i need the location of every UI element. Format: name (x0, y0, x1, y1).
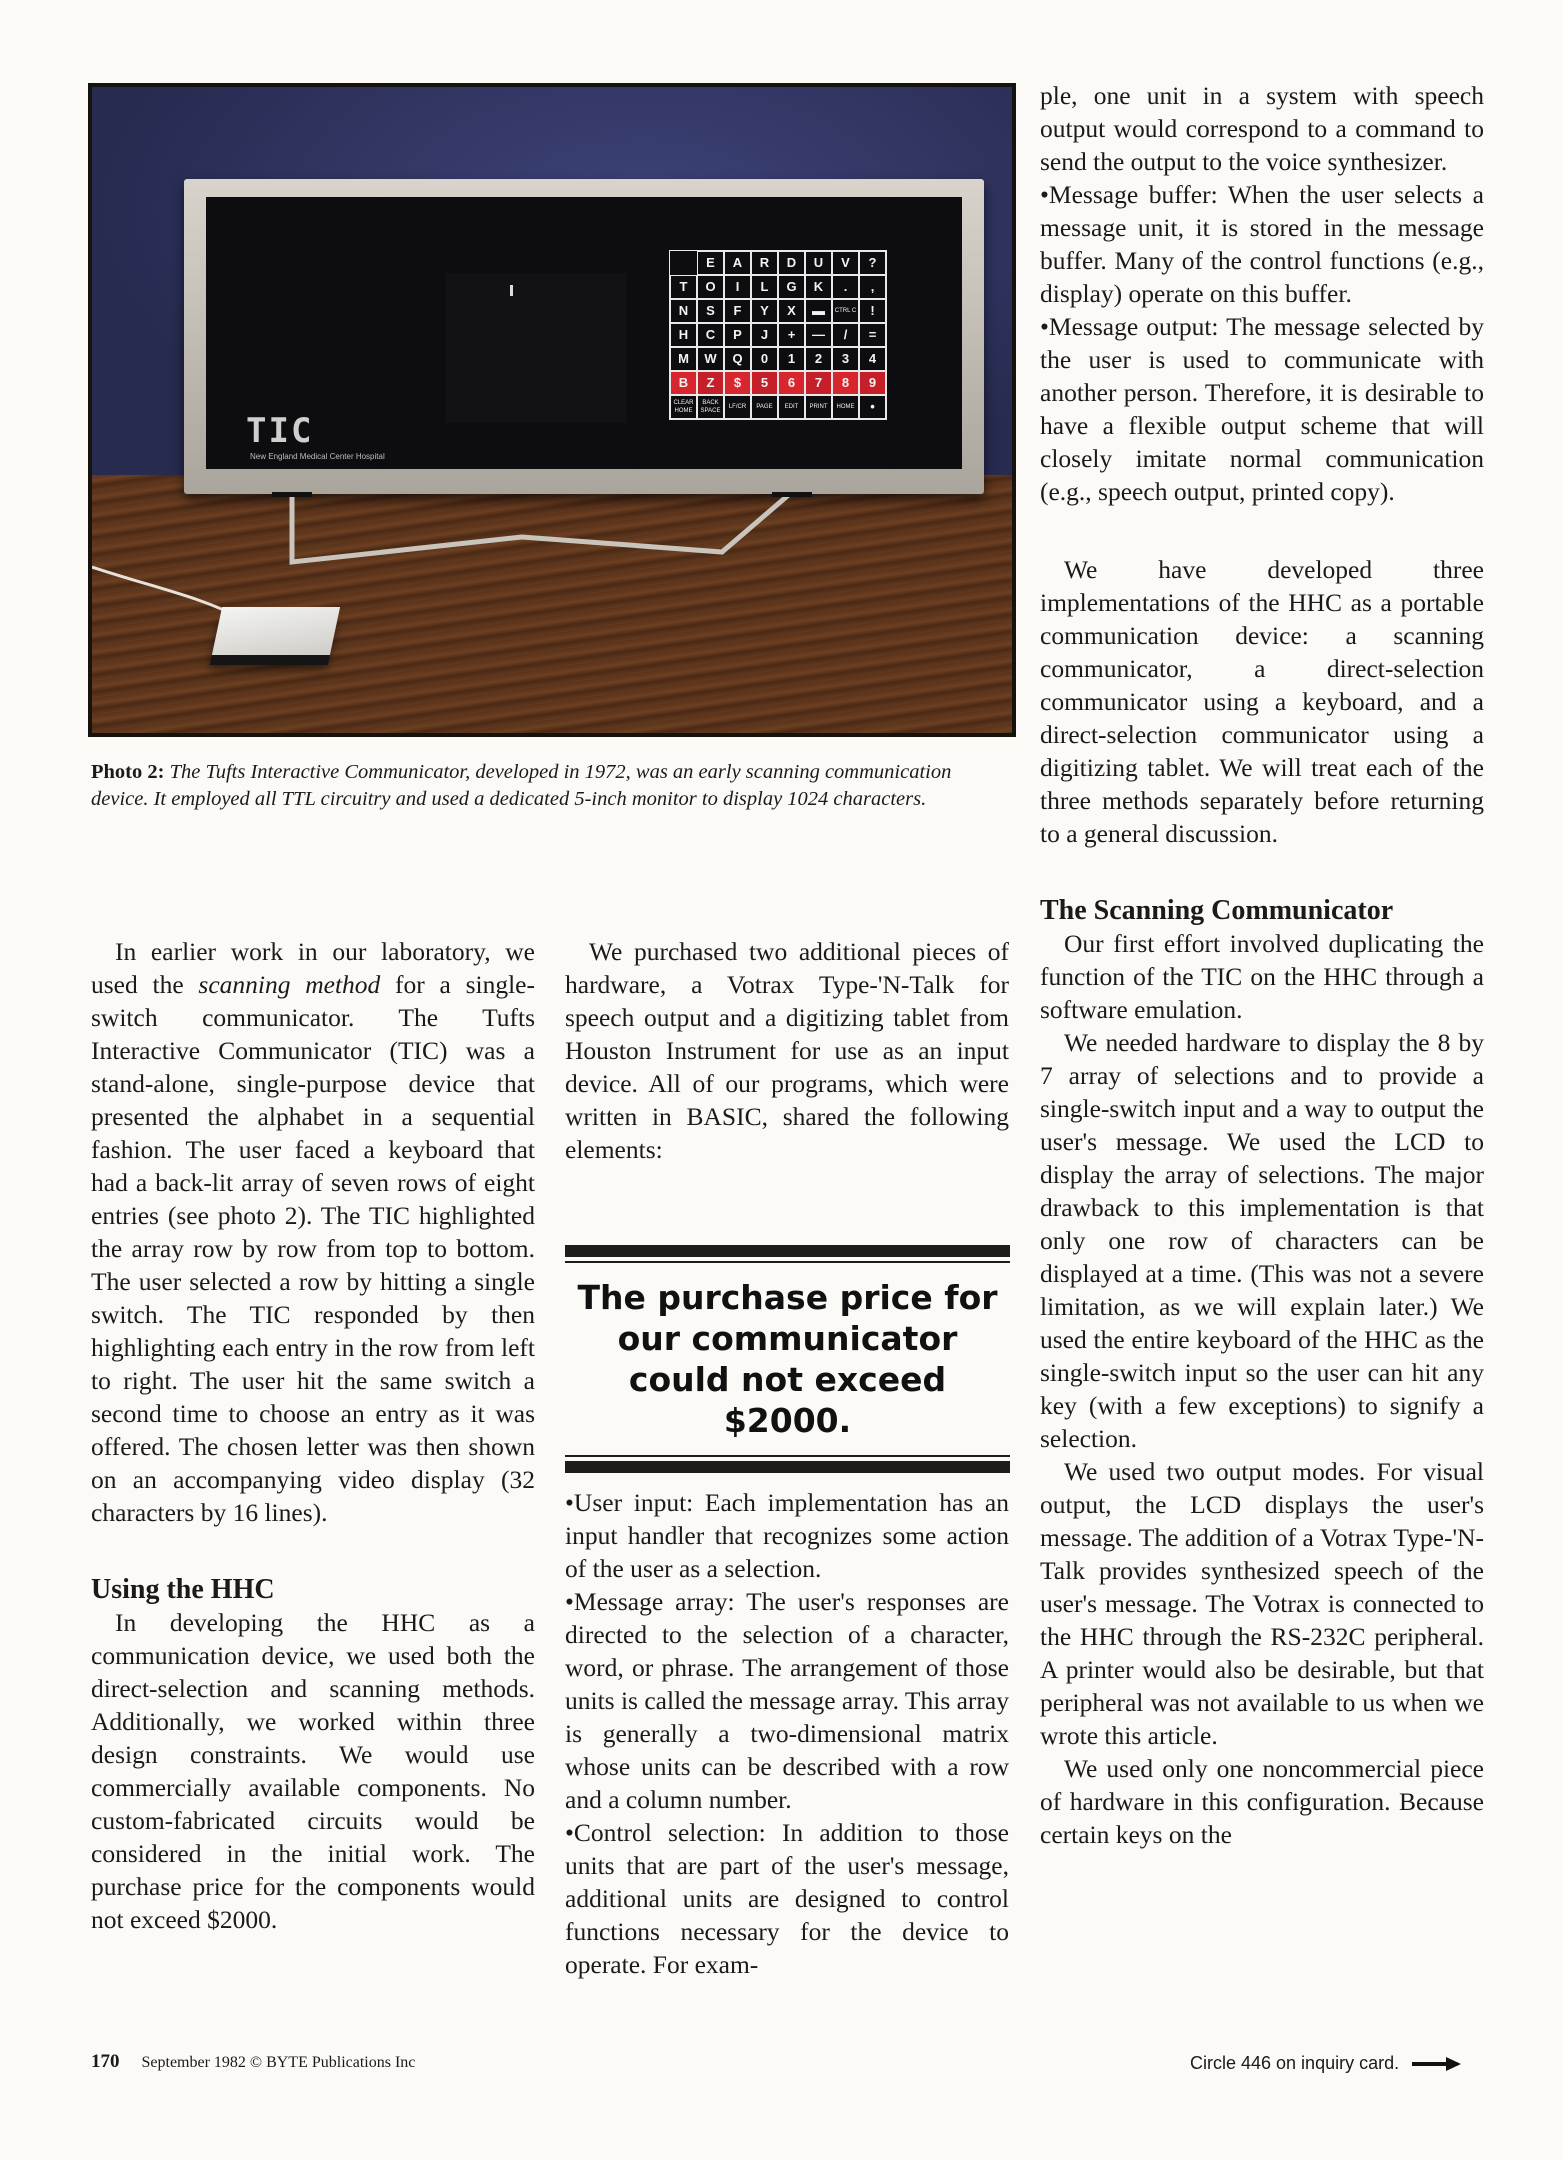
page-number: 170 (91, 2051, 120, 2072)
tic-key: 3 (832, 347, 859, 371)
tic-key: , (859, 275, 886, 299)
tic-key: 6 (778, 371, 805, 395)
tic-key: 8 (832, 371, 859, 395)
tic-key: N (670, 299, 697, 323)
tic-key: 9 (859, 371, 886, 395)
tic-key: T (670, 275, 697, 299)
tic-key: E (697, 251, 724, 275)
tic-key: PAGE (751, 395, 778, 419)
tic-key: 2 (805, 347, 832, 371)
tic-sublabel: New England Medical Center Hospital (250, 452, 385, 461)
tic-key: LF/CR (724, 395, 751, 419)
column-2 (565, 935, 1009, 1166)
emphasis-scanning-method: scanning method (198, 970, 381, 999)
tic-key: V (832, 251, 859, 275)
paragraph-noncommercial-hardware: We used only one noncommercial piece of hardware in this configuration. Because certain keys on the (1040, 1754, 1484, 1849)
tic-key: Z (697, 371, 724, 395)
paragraph-three-implementations: We have developed three implementations of the HHC as a portable communication device: a scanning communicator, a direct-selection communicator using a keyboard, and a direct-selection communicator using a digitizing tablet. We will treat each of the three methods separately before returning to a general discussion. (1040, 555, 1484, 848)
tic-key: R (751, 251, 778, 275)
tic-key: HOME (832, 395, 859, 419)
tic-front-panel (206, 197, 962, 469)
arrow-right-icon (1412, 2056, 1462, 2072)
cursor-mark (510, 285, 513, 296)
heading-using-the-hhc: Using the HHC (91, 1574, 275, 1605)
tic-key: BACK SPACE (697, 395, 724, 419)
paragraph-display-hardware: We needed hardware to display the 8 by 7 array of selections and to provide a single-switch input and a way to output the user's message. We used the LCD to display the array of selections. The major drawback to this implementation is that only one row of characters can be displayed at a time. (This was not a severe limitation, as we will explain later.) We used the entire keyboard of the HHC as the single-switch input so the user can hit any key (with a few exceptions) to signify a selection. (1040, 1028, 1484, 1453)
heading-scanning-communicator: The Scanning Communicator (1040, 895, 1394, 926)
bullet-user-input: •User input: Each implementation has an input handler that recognizes some action of the user as a selection. (565, 1488, 1009, 1583)
text-run: In earlier work in our laboratory, we used the (91, 937, 535, 999)
tic-key: + (778, 323, 805, 347)
paragraph-design-constraints: In developing the HHC as a communication device, we used both the direct-selection and scanning methods. Additionally, we worked within three design constraints. We would use commercially available components. No custom-fabricated circuits would be considered in the initial work. The purchase price for the components would not exceed $2000. (91, 1608, 535, 1934)
tic-key: O (697, 275, 724, 299)
tic-key: H (670, 323, 697, 347)
tic-key: / (832, 323, 859, 347)
tic-display-screen (446, 273, 626, 423)
inquiry-text: Circle 446 on inquiry card. (1190, 2053, 1400, 2073)
paragraph-continued: ple, one unit in a system with speech output would correspond to a command to send the output to the voice synthesizer. (1040, 81, 1484, 176)
tic-key: ▬ (805, 299, 832, 323)
pull-quote-text: The purchase price for our communicator could not exceed $2000. (577, 1278, 998, 1440)
single-switch-box (212, 607, 340, 655)
text-run: for a single-switch communicator. The Tufts Interactive Communicator (TIC) was a stand-alone, single-purpose device that presented the alphabet in a sequential fashion. The user faced a keyboard that had a back-lit array of seven rows of eight entries (see photo 2). The TIC highlighted the array row by row from top to bottom. The user selected a row by hitting a single switch. The TIC responded by then highlighting each entry in the row from left to right. The user hit the same switch a second time to choose an entry as it was offered. The chosen letter was then shown on an accompanying video display (32 characters by 16 lines). (91, 970, 535, 1527)
tic-key: 5 (751, 371, 778, 395)
tic-key: M (670, 347, 697, 371)
tic-key: 0 (751, 347, 778, 371)
tic-key: P (724, 323, 751, 347)
tic-key: — (805, 323, 832, 347)
pull-quote (565, 1245, 1010, 1473)
tic-key: J (751, 323, 778, 347)
tic-key: . (832, 275, 859, 299)
tic-key: W (697, 347, 724, 371)
tic-key: = (859, 323, 886, 347)
tic-key: D (778, 251, 805, 275)
caption-text: The Tufts Interactive Communicator, developed in 1972, was an early scanning communication device. It employed all TTL circuitry and used a dedicated 5-inch monitor to display 1024 characters. (91, 761, 952, 810)
tic-key-array (669, 250, 887, 420)
tic-key: S (697, 299, 724, 323)
tic-key: A (724, 251, 751, 275)
pull-quote-rule-bottom-thin (565, 1455, 1010, 1457)
tic-key: B (670, 371, 697, 395)
tic-key: X (778, 299, 805, 323)
bullet-message-output: •Message output: The message selected by the user is used to communicate with another person. Therefore, it is desirable to have a flexible output scheme that will closely imitate normal communication (e.g., speech output, printed copy). (1040, 312, 1484, 506)
tic-key (670, 251, 697, 275)
issue-info: September 1982 © BYTE Publications Inc (141, 2054, 416, 2071)
caption-label: Photo 2: (91, 761, 165, 783)
tic-key: Q (724, 347, 751, 371)
photo-caption (91, 759, 1011, 813)
tic-key: L (751, 275, 778, 299)
column-3 (1040, 79, 1484, 1851)
inquiry-card-note (1190, 2053, 1462, 2074)
tic-key: ! (859, 299, 886, 323)
tic-key: F (724, 299, 751, 323)
tic-cabinet (184, 179, 984, 494)
bullet-message-buffer: •Message buffer: When the user selects a message unit, it is stored in the message buffer. Many of the control functions (e.g., display) operate on this buffer. (1040, 180, 1484, 308)
tic-key: ? (859, 251, 886, 275)
tic-key: U (805, 251, 832, 275)
cabinet-stand (272, 492, 832, 602)
bullet-control-selection: •Control selection: In addition to those units that are part of the user's message, additional units are designed to control functions necessary for the device to operate. For exam- (565, 1818, 1009, 1979)
tic-key: CTRL C (832, 299, 859, 323)
tic-key: 4 (859, 347, 886, 371)
tic-key: K (805, 275, 832, 299)
paragraph-software-emulation: Our first effort involved duplicating the function of the TIC on the HHC through a software emulation. (1040, 929, 1484, 1024)
paragraph-output-modes: We used two output modes. For visual output, the LCD displays the user's message. The addition of a Votrax Type-'N-Talk provides synthesized speech of the user's message. The Votrax is connected to the HHC through the RS-232C peripheral. A printer would also be desirable, but that peripheral was not available to us when we wrote this article. (1040, 1457, 1484, 1750)
tic-key: 7 (805, 371, 832, 395)
bullet-message-array: •Message array: The user's responses are directed to the selection of a character, word, or phrase. The arrangement of those units is called the message array. This array is generally a two-dimensional matrix whose units can be described with a row and a column number. (565, 1587, 1009, 1814)
tic-key: • (859, 395, 886, 419)
tic-key: G (778, 275, 805, 299)
tic-key: Y (751, 299, 778, 323)
tic-key: I (724, 275, 751, 299)
column-1 (91, 935, 535, 1936)
tic-logo: TIC (246, 411, 314, 451)
tic-key: 1 (778, 347, 805, 371)
tic-key: PRINT (805, 395, 832, 419)
photo-tufts-interactive-communicator (88, 83, 1016, 737)
pull-quote-rule-bottom (565, 1461, 1010, 1473)
tic-key: EDIT (778, 395, 805, 419)
column-2-lower (565, 1486, 1009, 1981)
paragraph-hardware: We purchased two additional pieces of hardware, a Votrax Type-'N-Talk for speech output and a digitizing tablet from Houston Instrument for use as an input device. All of our programs, which were written in BASIC, shared the following elements: (565, 937, 1009, 1164)
page-footer-left (91, 2051, 415, 2073)
pull-quote-rule-top (565, 1245, 1010, 1257)
paragraph-tic-intro (91, 935, 535, 1529)
tic-key: $ (724, 371, 751, 395)
tic-key: CLEAR HOME (670, 395, 697, 419)
tic-key: C (697, 323, 724, 347)
